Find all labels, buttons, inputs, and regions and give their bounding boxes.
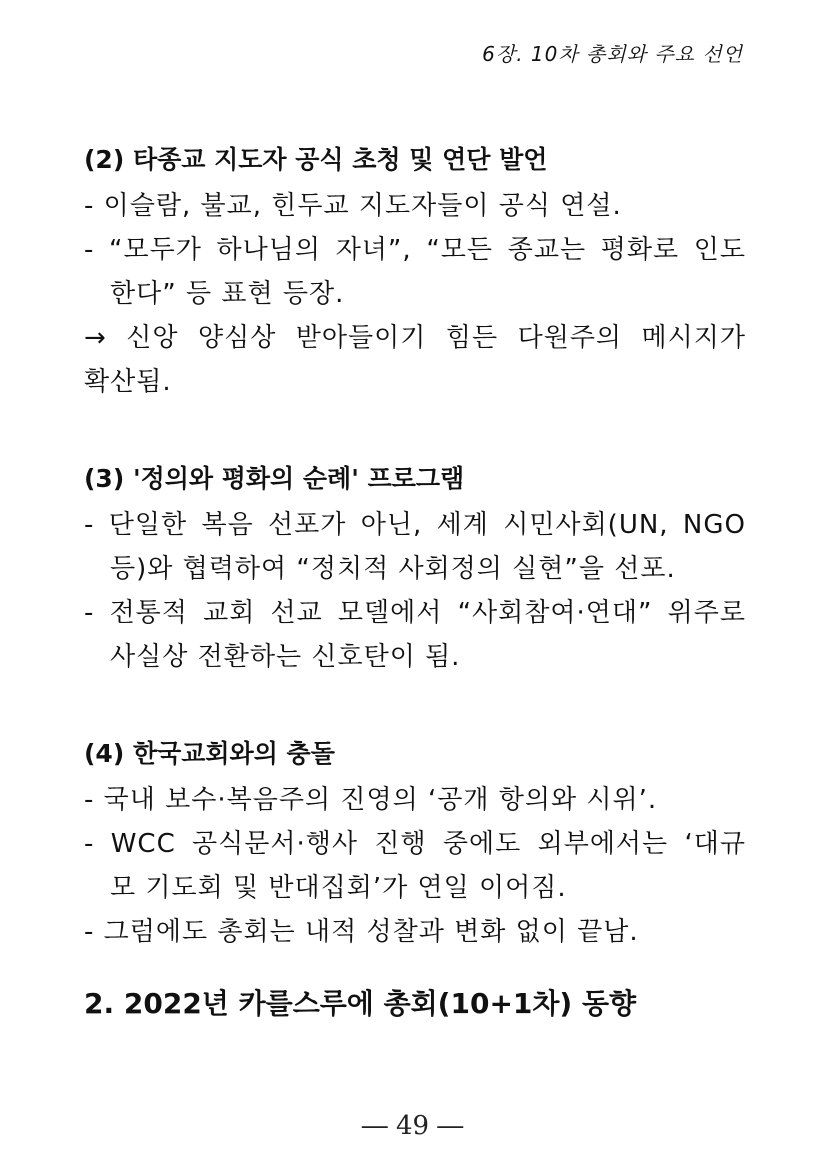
conclusion-continuation: 확산됨. <box>84 367 172 397</box>
section-heading: (4) 한국교회와의 충돌 <box>84 739 335 768</box>
bullet-line: - 전통적 교회 선교 모델에서 “사회참여·연대” 위주로 <box>84 598 746 628</box>
section-heading: (3) '정의와 평화의 순례' 프로그램 <box>84 464 465 493</box>
bullet-line: - “모두가 하나님의 자녀”, “모든 종교는 평화로 인도 <box>84 235 746 265</box>
bullet-continuation: 모 기도회 및 반대집회’가 연일 이어짐. <box>110 873 567 903</box>
chapter-heading: 2. 2022년 카를스루에 총회(10+1차) 동향 <box>84 987 637 1020</box>
section-korean-church-conflict <box>84 734 746 954</box>
bullet-line: - 그럼에도 총회는 내적 성찰과 변화 없이 끝남. <box>84 917 639 947</box>
bullet-continuation: 등)와 협력하여 “정치적 사회정의 실현”을 선포. <box>110 554 676 584</box>
section-heading: (2) 타종교 지도자 공식 초청 및 연단 발언 <box>84 145 548 174</box>
bullet-line: - 단일한 복음 선포가 아닌, 세계 시민사회(UN, NGO <box>84 510 746 540</box>
bullet-line: - 국내 보수·복음주의 진영의 ‘공개 항의와 시위’. <box>84 785 658 815</box>
bullet-line: - WCC 공식문서·행사 진행 중에도 외부에서는 ‘대규 <box>84 829 746 859</box>
section-other-religions <box>84 140 746 404</box>
bullet-continuation: 사실상 전환하는 신호탄이 됨. <box>110 642 461 672</box>
bullet-line: - 이슬람, 불교, 힌두교 지도자들이 공식 연설. <box>84 191 622 221</box>
page-body <box>84 140 746 954</box>
running-header: 6장. 10차 총회와 주요 선언 <box>482 42 743 66</box>
conclusion-line: → 신앙 양심상 받아들이기 힘든 다원주의 메시지가 <box>84 323 746 353</box>
bullet-continuation: 한다” 등 표현 등장. <box>110 279 345 309</box>
section-pilgrimage-program <box>84 459 746 679</box>
page-number: ― 49 ― <box>361 1111 464 1141</box>
